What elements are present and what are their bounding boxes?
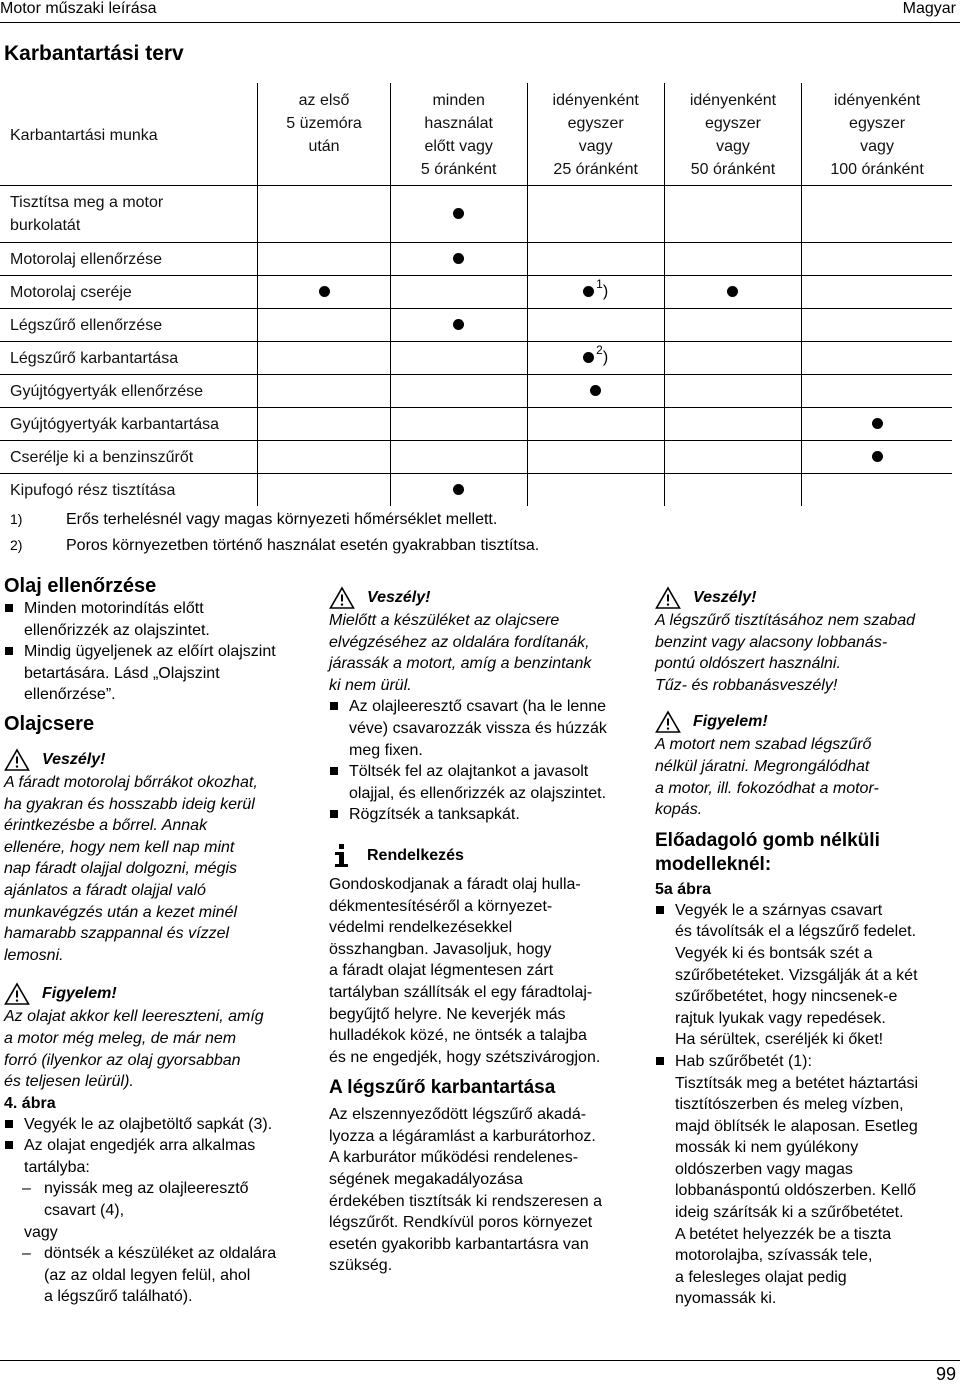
schedule-cell — [802, 375, 952, 408]
column-header-25h: idényenként egyszer vagy 25 óránként — [527, 83, 664, 186]
schedule-cell — [527, 309, 664, 342]
schedule-dot-icon — [727, 286, 738, 297]
schedule-cell — [664, 408, 801, 441]
sub-list-item: – döntsék a készüléket az oldalára (az az oldal legyen felül, ahol a légszűrő található). — [22, 1245, 277, 1306]
schedule-dot-icon — [590, 385, 601, 396]
schedule-cell — [802, 309, 952, 342]
schedule-cell — [802, 276, 952, 309]
schedule-dot-icon — [583, 352, 594, 363]
warning-triangle-icon — [4, 982, 30, 1006]
column-oil — [4, 574, 314, 1308]
figure-reference: 5a ábra — [655, 880, 712, 898]
schedule-cell — [258, 276, 391, 309]
schedule-cell — [527, 375, 664, 408]
list-item: Rögzítsék a tanksapkát. — [329, 804, 639, 826]
schedule-cell — [390, 408, 527, 441]
table-row — [0, 375, 952, 408]
danger-text: A légszűrő tisztításához nem szabad benzint vagy alacsony lobbanás- pontú oldószert használni. Tűz- és robbanásveszély! — [655, 612, 915, 694]
schedule-dot-icon — [453, 484, 464, 495]
header-divider — [0, 22, 960, 23]
danger-text: Mielőtt a készüléket az olajcsere elvégzéséhez az oldalára fordítanák, járassák a motort, amíg a benzintank ki nem ürül. — [329, 612, 592, 694]
schedule-cell — [258, 342, 391, 375]
danger-text: A fáradt motorolaj bőrrákot okozhat, ha gyakran és hosszabb ideig kerül érintkezésbe a bőrrel. Annak ellenére, hogy nem kell nap mint nap fáradt olajjal dolgozni, mégis ajánlatos a fáradt olajjal való munkavégzés után a kezet minél hamarabb szappannal és vízzel lemosni. — [4, 773, 258, 964]
task-cell: Motorolaj ellenőrzése — [10, 250, 163, 268]
warning-triangle-icon — [655, 710, 681, 734]
schedule-cell: $^2$) — [527, 342, 664, 375]
schedule-cell — [390, 309, 527, 342]
schedule-dot-icon — [872, 451, 883, 462]
caution-text: A motort nem szabad légszűrő nélkül járatni. Megrongálódhat a motor, ill. fokozódhat a motor- kopás. — [655, 736, 879, 819]
footer-divider — [0, 1360, 960, 1361]
list-item: Mindig ügyeljenek az előírt olajszint betartására. Lásd „Olajszint ellenőrzése”. — [4, 641, 314, 706]
heading-oil-check: Olaj ellenőrzése — [4, 575, 157, 597]
page-number: 99 — [935, 1364, 956, 1384]
schedule-cell — [527, 474, 664, 507]
schedule-cell — [390, 342, 527, 375]
schedule-dot-icon — [453, 208, 464, 219]
schedule-cell — [390, 243, 527, 276]
schedule-cell — [664, 474, 801, 507]
task-cell: Gyújtógyertyák karbantartása — [10, 415, 219, 433]
schedule-dot-icon — [583, 286, 594, 297]
danger-notice: Veszély! — [655, 586, 957, 610]
header-language: Magyar — [902, 0, 956, 17]
air-filter-text: Az elszennyeződött légszűrő akadá- lyozza a légáramlást a karburátorhoz. A karburátor működési rendelenes- ségének megakadályozása érdekében tisztítsák ki rendszeresen a légszűrőt. Rendkívül poros környezet esetén gyakoribb karbantartásra van szükség. — [329, 1106, 603, 1275]
column-oil-drain — [329, 586, 639, 1277]
schedule-cell — [527, 408, 664, 441]
table-body — [0, 186, 952, 507]
schedule-cell — [527, 243, 664, 276]
schedule-dot-icon — [453, 253, 464, 264]
footnote-2: 2) Poros környezetben történő használat esetén gyakrabban tisztítsa. — [10, 537, 540, 554]
schedule-cell — [802, 186, 952, 243]
table-row — [0, 309, 952, 342]
schedule-cell — [390, 474, 527, 507]
table-row — [0, 276, 952, 309]
heading-no-primer: Előadagoló gomb nélküli modelleknél: — [655, 829, 880, 875]
footnote-1: 1) Erős terhelésnél vagy magas környezeti hőmérséklet mellett. — [10, 511, 498, 528]
column-air-filter — [655, 586, 957, 1310]
schedule-cell — [258, 441, 391, 474]
table-header-row — [0, 83, 952, 186]
schedule-cell — [258, 375, 391, 408]
table-row — [0, 441, 952, 474]
schedule-cell — [664, 441, 801, 474]
page-header — [0, 0, 960, 20]
table-row — [0, 342, 952, 375]
list-item: Vegyék le a szárnyas csavart és távolítsák el a légszűrő fedelet. Vegyék ki és bontsák szét a szűrőbetéteket. Vizsgálják át a két szűrőbetétet, hogy nincsenek-e rajtuk lyukak vagy repedések. Ha sérültek, cseréljék ki őket! — [655, 900, 957, 1051]
figure-reference: 4. ábra — [4, 1094, 56, 1112]
danger-notice: Veszély! — [4, 748, 314, 772]
caution-text: Az olajat akkor kell leereszteni, amíg a motor még meleg, de már nem forró (ilyenkor az olaj gyorsabban és teljesen leürül). — [4, 1008, 264, 1091]
warning-triangle-icon — [329, 586, 355, 610]
column-header-task: Karbantartási munka — [10, 126, 158, 144]
schedule-cell — [527, 186, 664, 243]
list-item: Töltsék fel az olajtankot a javasolt olajjal, és ellenőrizzék az olajszintet. — [329, 761, 639, 804]
schedule-dot-icon — [872, 418, 883, 429]
footnote-marker: 1 — [596, 277, 603, 291]
schedule-dot-icon — [319, 286, 330, 297]
caution-notice: Figyelem! — [655, 710, 957, 734]
column-header-50h: idényenként egyszer vagy 50 óránként — [664, 83, 801, 186]
schedule-cell — [258, 474, 391, 507]
sub-list-item: – nyissák meg az olajleeresztő csavart (4), — [22, 1180, 249, 1220]
danger-notice: Veszély! — [329, 586, 639, 610]
list-item: Vegyék le az olajbetöltő sapkát (3). — [4, 1114, 314, 1136]
column-header-every-use: minden használat előtt vagy 5 óránként — [390, 83, 527, 186]
info-icon — [329, 842, 355, 870]
schedule-cell — [802, 474, 952, 507]
table-row — [0, 186, 952, 243]
table-row — [0, 243, 952, 276]
list-item: Hab szűrőbetét (1): Tisztítsák meg a betétet háztartási tisztítószerben és meleg vízben, majd öblítsék le alaposan. Esetleg mossák ki nem gyúlékony oldószerben vagy magas lobbanáspontú oldószerben. Kellő ideig szárítsák ki a szűrőbetétet. A betétet helyezzék be a tiszta motorolajba, szívassák tele, a felesleges olajat pedig nyomassák ki. — [655, 1051, 957, 1310]
disposal-note: Rendelkezés — [329, 842, 639, 870]
or-text: vagy — [24, 1223, 58, 1241]
schedule-cell — [802, 342, 952, 375]
header-section-title: Motor műszaki leírása — [0, 0, 157, 17]
disposal-text: Gondoskodjanak a fáradt olaj hulla- dékmentesítéséről a környezet- védelmi rendelkezésekkel összhangban. Javasoljuk, hogy a fáradt olajat légmentesen zárt tartályban szállítsák el egy fáradtolaj- begyűjtő helyre. Ne keverjék más hulladékok közé, ne öntsék a talajba és ne engedjék, hogy szétszivárogjon. — [329, 875, 601, 1066]
schedule-cell — [390, 441, 527, 474]
schedule-cell — [664, 276, 801, 309]
column-header-100h: idényenként egyszer vagy 100 óránként — [802, 83, 952, 186]
list-item: Az olajleeresztő csavart (ha le lenne véve) csavarozzák vissza és húzzák meg fixen. — [329, 696, 639, 761]
schedule-cell — [664, 342, 801, 375]
task-cell: Cserélje ki a benzinszűrőt — [10, 448, 194, 466]
schedule-cell — [664, 243, 801, 276]
heading-oil-change: Olajcsere — [4, 712, 95, 735]
warning-triangle-icon — [655, 586, 681, 610]
footnote-marker: 2 — [596, 343, 603, 357]
schedule-cell — [664, 309, 801, 342]
task-cell: Kipufogó rész tisztítása — [10, 481, 176, 499]
schedule-cell — [802, 441, 952, 474]
schedule-cell — [390, 186, 527, 243]
warning-triangle-icon — [4, 748, 30, 772]
table-row — [0, 474, 952, 507]
schedule-cell — [527, 441, 664, 474]
heading-air-filter: A légszűrő karbantartása — [329, 1077, 556, 1099]
schedule-cell — [802, 243, 952, 276]
task-cell: Gyújtógyertyák ellenőrzése — [10, 382, 203, 400]
schedule-cell — [664, 375, 801, 408]
schedule-cell — [802, 408, 952, 441]
schedule-cell — [258, 408, 391, 441]
schedule-cell — [258, 309, 391, 342]
task-cell: Tisztítsa meg a motor burkolatát — [10, 194, 164, 234]
schedule-cell — [390, 276, 527, 309]
schedule-cell — [258, 186, 391, 243]
table-row — [0, 408, 952, 441]
page-title: Karbantartási terv — [4, 42, 184, 65]
maintenance-schedule-table — [0, 83, 952, 506]
schedule-cell — [390, 375, 527, 408]
task-cell: Motorolaj cseréje — [10, 283, 132, 301]
schedule-dot-icon — [453, 319, 464, 330]
schedule-cell — [258, 243, 391, 276]
schedule-cell — [664, 186, 801, 243]
task-cell: Légszűrő ellenőrzése — [10, 316, 163, 334]
caution-notice: Figyelem! — [4, 982, 314, 1006]
list-item: Minden motorindítás előtt ellenőrizzék az olajszintet. — [4, 598, 314, 641]
schedule-cell: $^1$) — [527, 276, 664, 309]
task-cell: Légszűrő karbantartása — [10, 349, 179, 367]
list-item: Az olajat engedjék arra alkalmas tartályba: — [4, 1135, 314, 1178]
column-header-first-5h: az első 5 üzemóra után — [258, 83, 391, 186]
